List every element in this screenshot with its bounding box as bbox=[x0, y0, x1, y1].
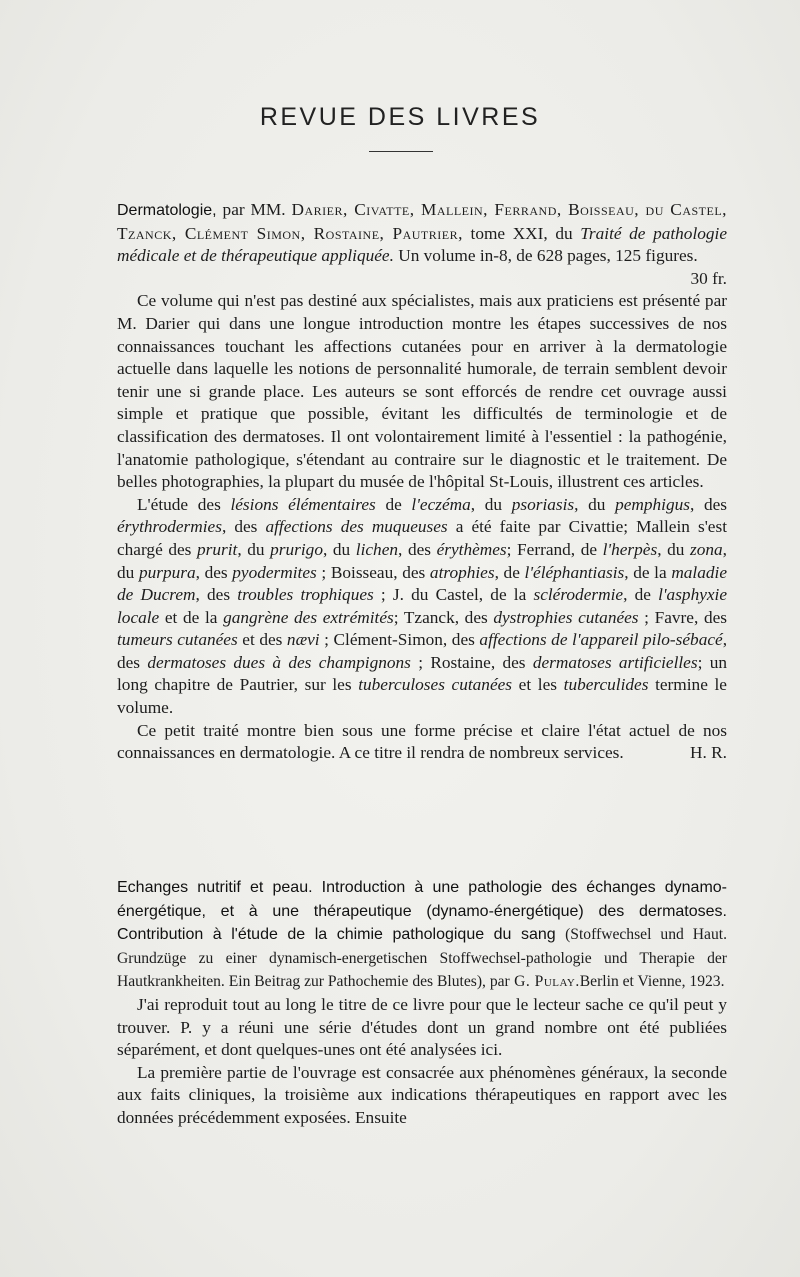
italic-term: gangrène des extrémités bbox=[223, 607, 394, 627]
italic-term: érythèmes bbox=[436, 539, 507, 559]
italic-term: maladie de Ducrem bbox=[117, 562, 727, 605]
italic-term: tuberculoses cutanées bbox=[358, 675, 513, 695]
page-title: REVUE DES LIVRES bbox=[259, 103, 541, 131]
text-run: , du bbox=[470, 494, 512, 514]
text-run: ; J. du Castel, de la bbox=[373, 585, 534, 605]
italic-term: lésions élémentaires bbox=[230, 494, 376, 514]
text-run: , du bbox=[237, 539, 271, 559]
italic-term: affections de l'appareil pilo-sébacé bbox=[479, 630, 723, 650]
review1-tome: tome XXI, du bbox=[470, 223, 573, 243]
review2-heading: Echanges nutritif et peau. Introduction à une pathologie des échanges dynamo-énergétique, et à une thérapeutique (dynamo-énergétique) des dermatoses. Contribution à l'étude de la chimie pathologique du sang bbox=[117, 879, 727, 944]
text-run: , du bbox=[117, 539, 727, 582]
italic-term: lichen bbox=[355, 539, 399, 559]
text-run: , des bbox=[195, 585, 238, 605]
italic-term: zona bbox=[690, 539, 723, 559]
review2-citation bbox=[117, 876, 727, 994]
text-run: termine le volume. bbox=[117, 675, 727, 718]
italic-term: pyodermites bbox=[232, 562, 317, 582]
italic-term: dystrophies cutanées bbox=[493, 607, 639, 627]
italic-term: érythrodermies bbox=[117, 517, 222, 537]
review1-paragraph-1: Ce volume qui n'est pas destiné aux spécialistes, mais aux praticiens est présenté par M. Darier qui dans une longue introduction montre les étapes successives de nos connaissances touchant les affections cutanées pour en arriver à la dermatologie actuelle dans laquelle les notions de personnalité humorale, de terrain semblent devoir tenir une si grande place. Les auteurs se sont efforcés de rendre cet ouvrage aussi simple et pratique que possible, évitant les difficultés de terminologie et de classification des dermatoses. Il ont volontairement limité à l'essentiel : la pathogénie, l'anatomie pathologique, s'étendant au contraire sur le diagnostic et le traitement. De belles photographies, la plupart du musée de l'hôpital St-Louis, illustrent ces articles. bbox=[117, 291, 727, 492]
italic-term: sclérodermie bbox=[533, 585, 624, 605]
text-run: , du bbox=[322, 539, 356, 559]
review1-price: 30 fr. bbox=[690, 268, 727, 288]
italic-term: affections des muqueuses bbox=[265, 517, 448, 537]
review1-citation bbox=[117, 199, 727, 290]
italic-term: purpura bbox=[138, 562, 196, 582]
review1-volume: Un volume in-8, de 628 pages, 125 figures. bbox=[398, 246, 698, 266]
text-run: et de la bbox=[159, 607, 224, 627]
review-echanges-nutritif bbox=[117, 876, 727, 1130]
text-run: ; Boisseau, des bbox=[316, 562, 430, 582]
review1-work: Traité de pathologie médicale et de thérapeutique appliquée. bbox=[117, 223, 727, 266]
text-run: ; Clément-Simon, des bbox=[319, 630, 480, 650]
text-run: a été faite par Civattie; Mallein s'est chargé des bbox=[117, 517, 728, 559]
italic-term: troubles trophiques bbox=[237, 585, 374, 605]
italic-term: psoriasis bbox=[511, 494, 575, 514]
italic-term: atrophies bbox=[429, 562, 495, 582]
italic-term: tuberculides bbox=[563, 675, 649, 695]
text-run: et des bbox=[237, 630, 287, 650]
text-run: , du bbox=[574, 494, 616, 514]
italic-term: l'eczéma bbox=[411, 494, 471, 514]
text-run: de bbox=[375, 494, 412, 514]
review1-signature: H. R. bbox=[690, 743, 727, 763]
italic-term: tumeurs cutanées bbox=[117, 630, 238, 650]
italic-term: prurit bbox=[196, 539, 238, 559]
italic-term: l'éléphantiasis bbox=[524, 562, 625, 582]
title-rule bbox=[369, 151, 433, 152]
italic-term: dermatoses dues à des champignons bbox=[147, 652, 411, 672]
text-run: ; Favre, des bbox=[638, 607, 727, 627]
text-run: , de bbox=[494, 562, 525, 582]
italic-term: l'asphyxie locale bbox=[117, 585, 728, 627]
review1-paragraph-3-text: Ce petit traité montre bien sous une forme précise et claire l'état actuel de nos connaissances en dermatologie. A ce titre il rendra de nombreux services. bbox=[117, 720, 727, 763]
text-run: L'étude des bbox=[137, 494, 231, 514]
review1-by: par MM. bbox=[222, 200, 286, 219]
text-run: , des bbox=[195, 562, 233, 582]
review1-paragraph-2 bbox=[117, 494, 727, 720]
italic-term: prurigo bbox=[270, 539, 323, 559]
italic-term: l'herpès bbox=[602, 539, 658, 559]
text-run: , de la bbox=[624, 562, 672, 582]
review1-authors: Darier, Civatte, Mallein, Ferrand, Boisseau, du Castel, Tzanck, Clément Simon, Rostaine, Pautrier, bbox=[117, 200, 727, 243]
review1-heading: Dermatologie, bbox=[117, 202, 217, 219]
review-dermatologie bbox=[117, 199, 727, 765]
text-run: ; un long chapitre de Pautrier, sur les bbox=[117, 652, 727, 695]
review2-paragraph-1: J'ai reproduit tout au long le titre de ce livre pour que le lecteur sache ce qu'il peut y trouver. P. y a réuni une série d'études dont un grand nombre ont été publiées séparément, et dont quelques-unes ont été analysées ici. bbox=[117, 994, 727, 1060]
italic-term: nævi bbox=[286, 630, 320, 650]
review1-paragraph-3 bbox=[117, 720, 727, 765]
review2-german-title: (Stoffwechsel und Haut. Grundzüge zu einer dynamisch-energetischen Stoffwechsel-pathologie und Therapie der Hautkrankheiten. Ein Beitrag zur Pathochemie des Blutes), par bbox=[117, 926, 727, 991]
italic-term: pemphigus bbox=[615, 494, 690, 514]
text-run: et les bbox=[512, 675, 564, 695]
review2-paragraph-2: La première partie de l'ouvrage est consacrée aux phénomènes généraux, la seconde aux faits cliniques, la troisième aux indications thérapeutiques en rapport avec les données précédemment exposées. Ensuite bbox=[117, 1062, 727, 1127]
text-run: ; Rostaine, des bbox=[410, 652, 533, 672]
text-run: , des bbox=[398, 539, 437, 559]
text-run: , du bbox=[657, 539, 691, 559]
text-run: ; Tzanck, des bbox=[393, 607, 494, 627]
review2-place: Berlin et Vienne, 1923. bbox=[579, 973, 725, 991]
review2-author: G. Pulay. bbox=[514, 973, 580, 991]
text-run: , des bbox=[117, 630, 728, 672]
text-run: , des bbox=[221, 517, 266, 537]
text-run: ; Ferrand, de bbox=[506, 539, 603, 559]
italic-term: dermatoses artificielles bbox=[532, 652, 698, 672]
text-run: , des bbox=[689, 494, 728, 514]
text-run: , de bbox=[623, 585, 659, 605]
